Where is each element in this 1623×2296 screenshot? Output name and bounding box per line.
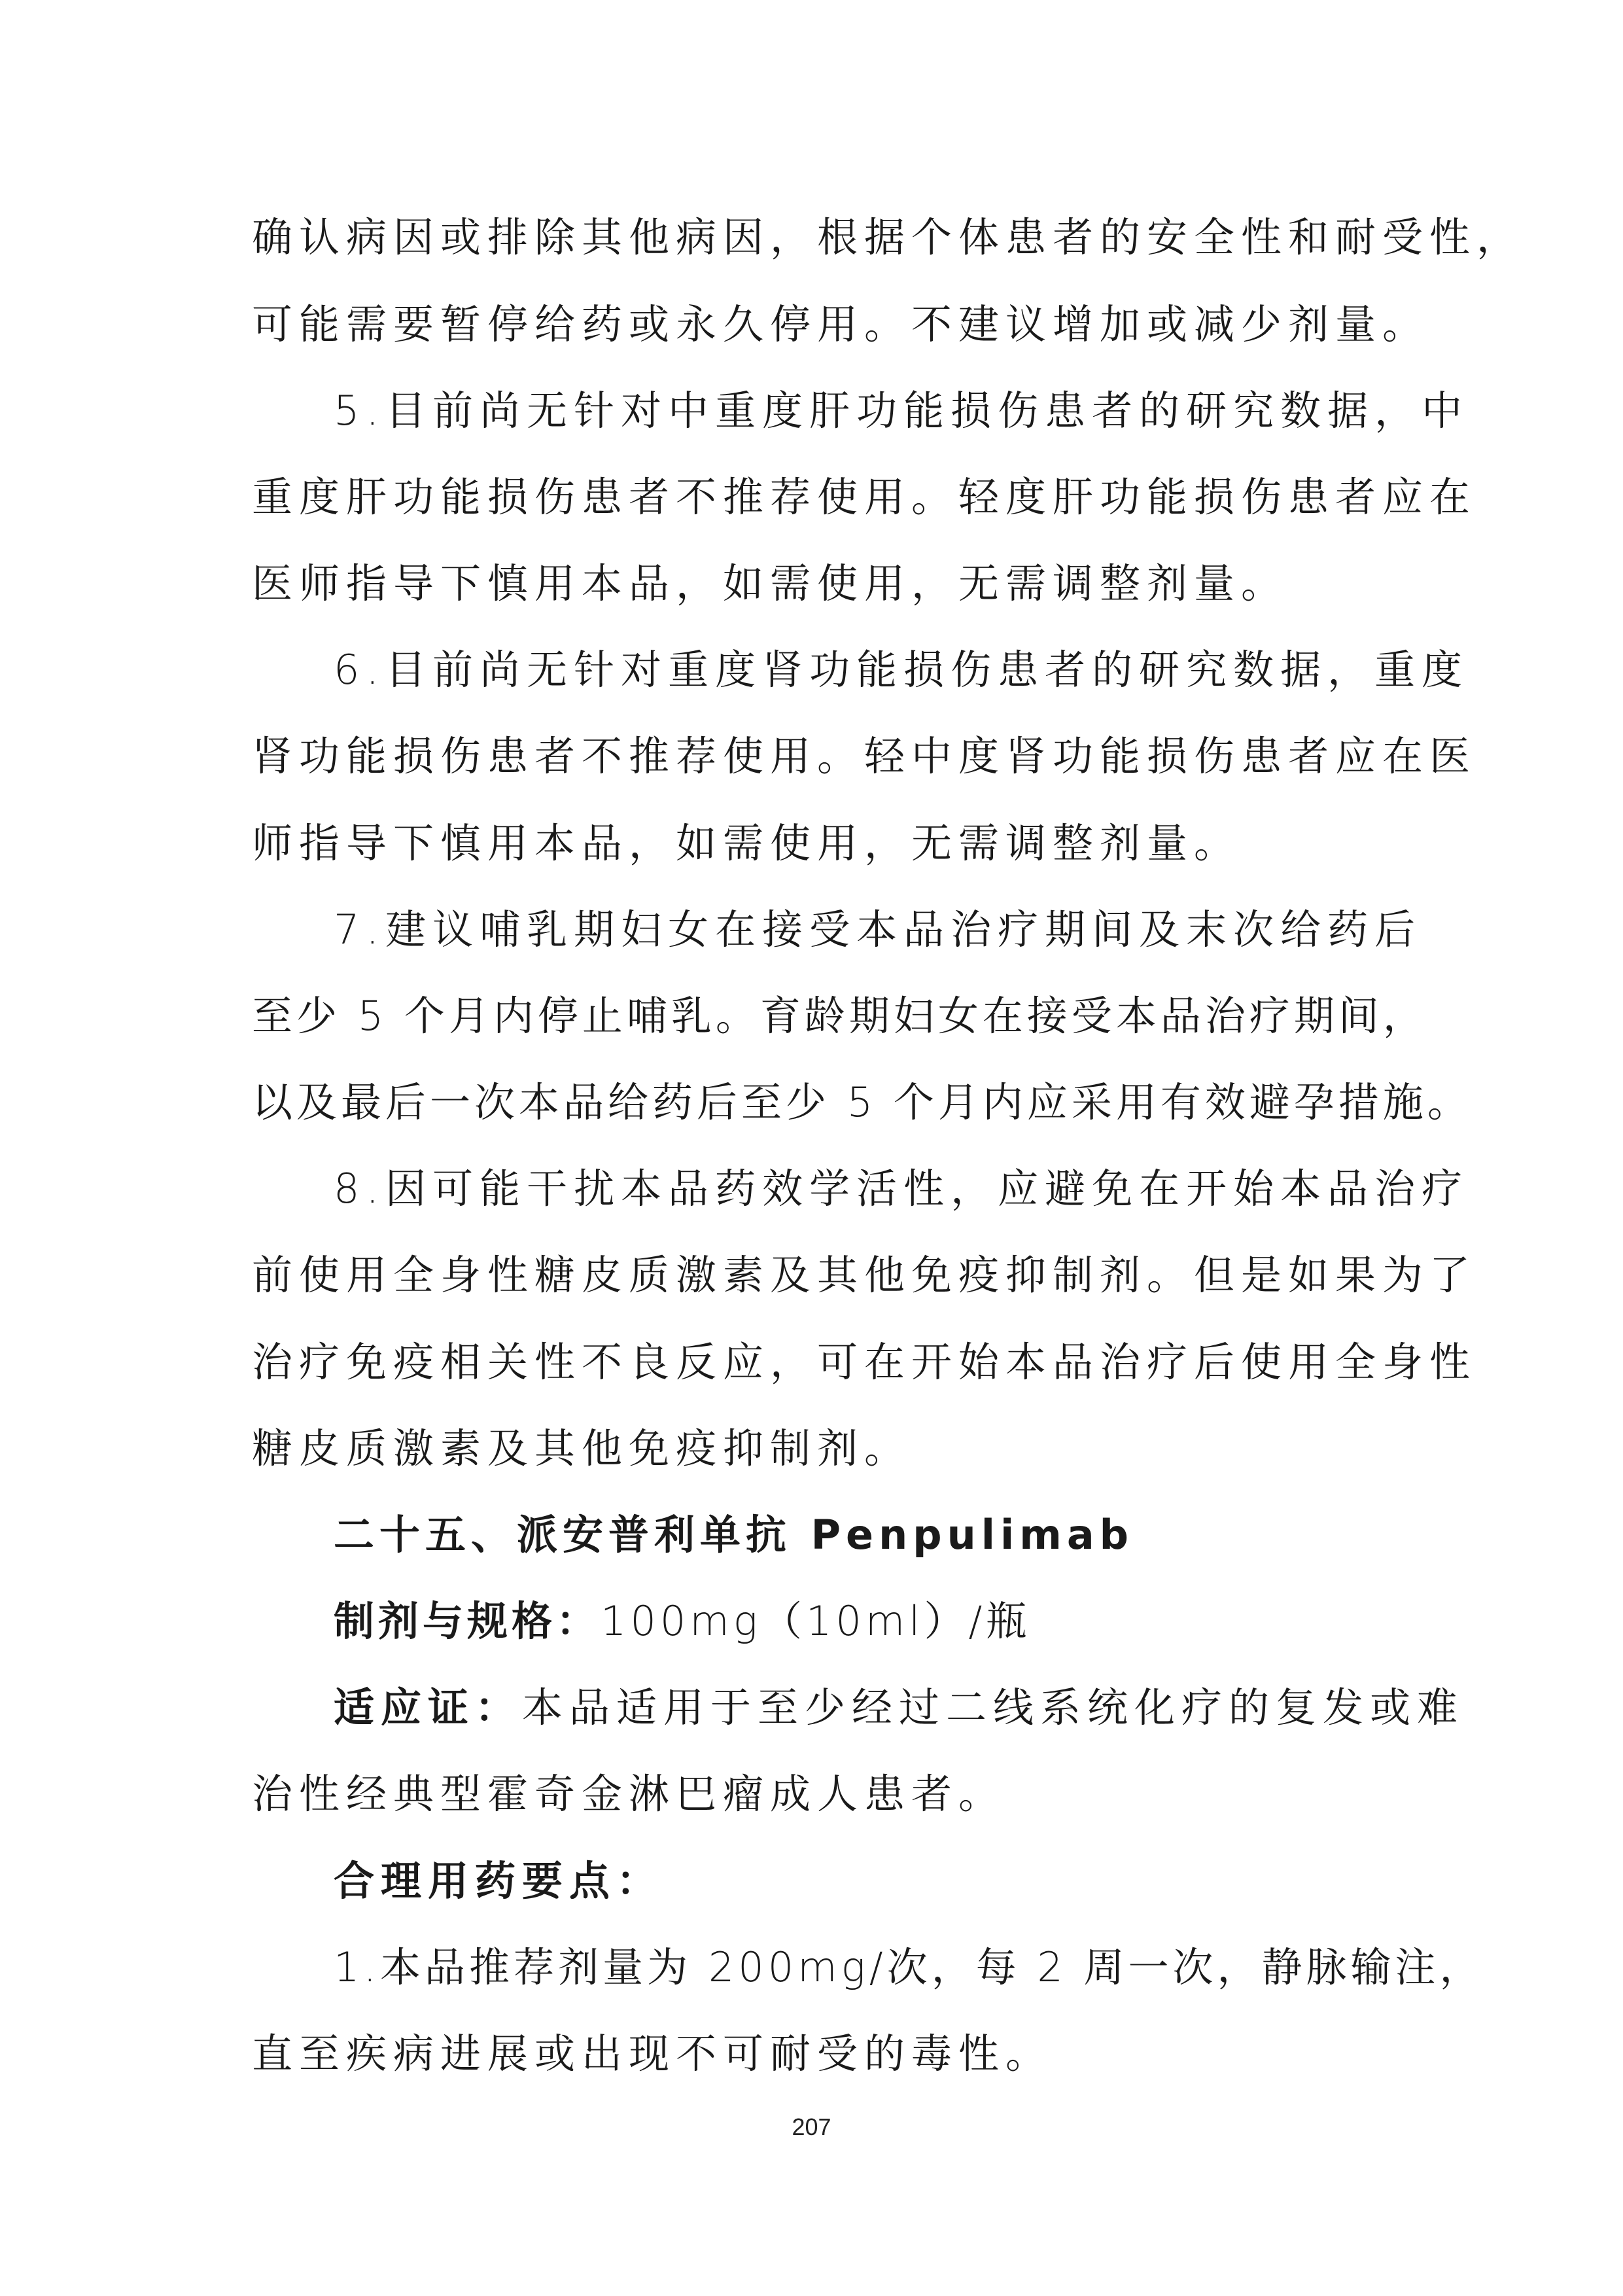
item-5-line-3: 医师指导下慎用本品，如需使用，无需调整剂量。 bbox=[252, 559, 1289, 607]
item-8-line-1: 8.因可能干扰本品药效学活性，应避免在开始本品治疗 bbox=[334, 1165, 1469, 1212]
formulation-label: 制剂与规格： bbox=[334, 1597, 601, 1645]
item-6-line-1: 6.目前尚无针对重度肾功能损伤患者的研究数据，重度 bbox=[334, 646, 1469, 694]
section-heading: 二十五、派安普利单抗 Penpulimab bbox=[334, 1511, 1134, 1559]
page-number: 207 bbox=[792, 2113, 831, 2140]
body-line-2: 可能需要暂停给药或永久停用。不建议增加或减少剂量。 bbox=[252, 300, 1430, 348]
indication-label: 适应证： bbox=[334, 1684, 523, 1731]
point-1-line-2: 直至疾病进展或出现不可耐受的毒性。 bbox=[252, 2030, 1053, 2077]
item-6-line-3: 师指导下慎用本品，如需使用，无需调整剂量。 bbox=[252, 819, 1242, 867]
formulation-value: 100mg（10ml）/瓶 bbox=[601, 1597, 1031, 1645]
indication-line-2: 治性经典型霍奇金淋巴瘤成人患者。 bbox=[252, 1770, 1006, 1818]
item-5-line-1: 5.目前尚无针对中重度肝功能损伤患者的研究数据，中 bbox=[334, 387, 1469, 434]
key-points-label: 合理用药要点： bbox=[334, 1857, 664, 1905]
item-7-line-1: 7.建议哺乳期妇女在接受本品治疗期间及末次给药后 bbox=[334, 906, 1422, 953]
item-8-line-2: 前使用全身性糖皮质激素及其他免疫抑制剂。但是如果为了 bbox=[252, 1251, 1477, 1299]
item-6-line-2: 肾功能损伤患者不推荐使用。轻中度肾功能损伤患者应在医 bbox=[252, 732, 1477, 780]
item-5-line-2: 重度肝功能损伤患者不推荐使用。轻度肝功能损伤患者应在 bbox=[252, 473, 1477, 521]
formulation-line bbox=[334, 1597, 1031, 1645]
item-8-line-3: 治疗免疫相关性不良反应，可在开始本品治疗后使用全身性 bbox=[252, 1338, 1477, 1386]
indication-text-1: 本品适用于至少经过二线系统化疗的复发或难 bbox=[522, 1684, 1465, 1731]
item-8-line-4: 糖皮质激素及其他免疫抑制剂。 bbox=[252, 1424, 912, 1472]
body-line-1: 确认病因或排除其他病因，根据个体患者的安全性和耐受性， bbox=[252, 213, 1524, 261]
item-7-line-3: 以及最后一次本品给药后至少 5 个月内应采用有效避孕措施。 bbox=[252, 1078, 1472, 1126]
item-7-line-2: 至少 5 个月内停止哺乳。育龄期妇女在接受本品治疗期间， bbox=[252, 992, 1427, 1040]
point-1-line-1: 1.本品推荐剂量为 200mg/次，每 2 周一次，静脉输注， bbox=[334, 1943, 1484, 1991]
indication-line-1 bbox=[334, 1684, 1465, 1731]
